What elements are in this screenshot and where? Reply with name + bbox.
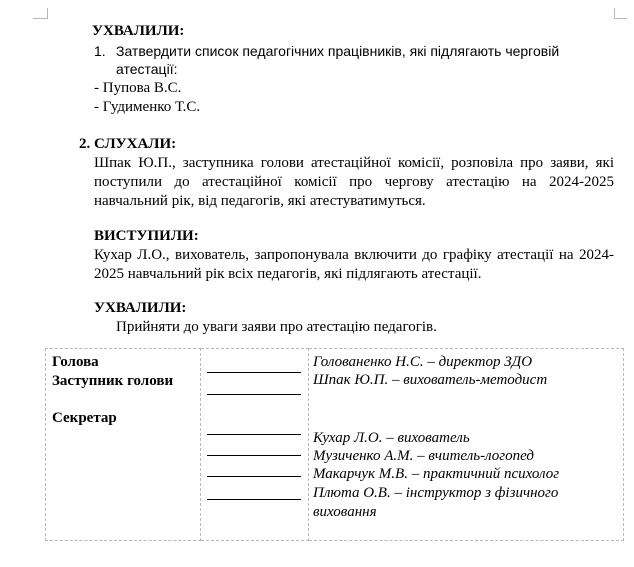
heading-ukhvalyly-2: УХВАЛИЛИ:: [94, 300, 187, 316]
member-name: Макарчук М.В. – практичний психолог: [313, 466, 560, 482]
member-name: Музиченко А.М. – вчитель-логопед: [313, 448, 535, 464]
member-name: Шпак Ю.П. – вихователь-методист: [313, 372, 548, 388]
heading-ukhvalyly-1: УХВАЛИЛИ:: [92, 23, 185, 39]
heading-slukhaly: 2. СЛУХАЛИ:: [79, 136, 177, 152]
role-label: Секретар: [52, 410, 117, 426]
signature-names-cell: [309, 349, 624, 541]
signature-roles-cell: [46, 349, 201, 541]
member-name-cont: виховання: [313, 504, 377, 520]
page-corner-mark: [614, 8, 627, 19]
member-name: Голованенко Н.С. – директор ЗДО: [313, 354, 533, 370]
member-name: Плюта О.В. – інструктор з фізичного: [313, 485, 559, 501]
signature-table: [45, 348, 624, 541]
decision-text: Прийняти до уваги заяви про атестацію педагогів.: [116, 319, 437, 335]
signature-line: [207, 394, 301, 395]
signature-lines-cell: [201, 349, 309, 541]
member-name: Кухар Л.О. – вихователь: [313, 430, 470, 446]
signature-line: [207, 455, 301, 456]
decision-item-number: 1.: [94, 43, 106, 59]
slukhaly-paragraph: Шпак Ю.П., заступника голови атестаційної комісії, розповіла про заяви, які поступили до атестаційної комісії про чергову атестацію на 2024-2025 навчальний рік, від педагогів, які атестуватимуться.: [94, 155, 614, 209]
decision-item-text: Затвердити список педагогічних працівників, які підлягають черговій: [116, 43, 560, 59]
signature-line: [207, 372, 301, 373]
decision-item-text-cont: атестації:: [116, 61, 178, 77]
signature-line: [207, 499, 301, 500]
signature-line: [207, 434, 301, 435]
page-corner-mark: [33, 8, 48, 19]
candidate-name: - Пупова В.С.: [94, 80, 182, 96]
signature-line: [207, 476, 301, 477]
role-label: Заступник голови: [52, 373, 174, 389]
vystupyly-paragraph: Кухар Л.О., вихователь, запропонувала включити до графіку атестації на 2024-2025 навчальний рік всіх педагогів, які підлягають атестації.: [94, 247, 614, 282]
heading-vystupyly: ВИСТУПИЛИ:: [94, 228, 199, 244]
role-label: Голова: [52, 354, 99, 370]
candidate-name: - Гудименко Т.С.: [94, 99, 201, 115]
